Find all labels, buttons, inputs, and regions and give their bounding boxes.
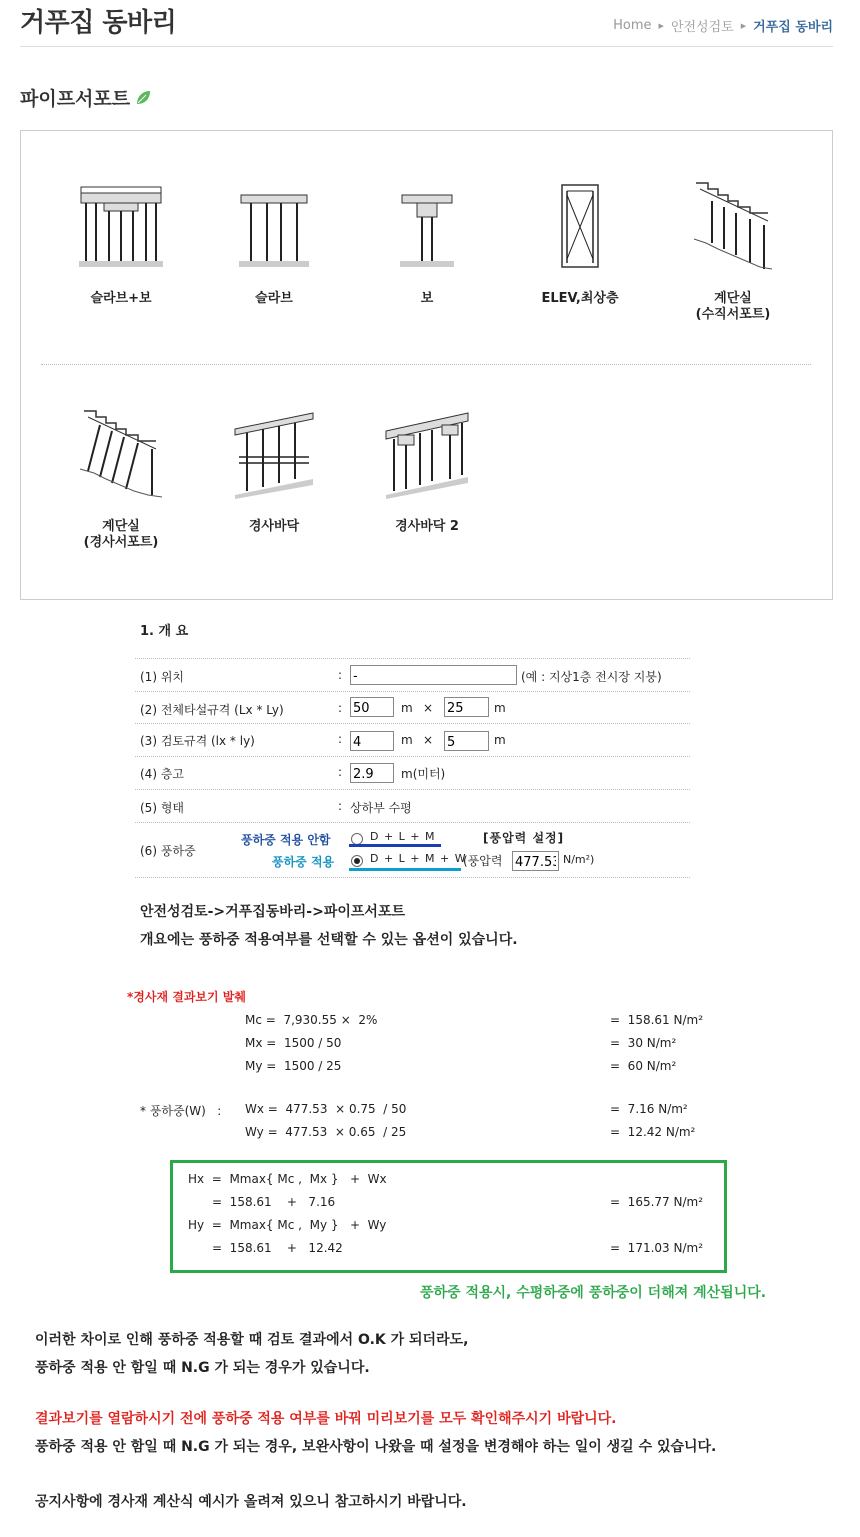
paragraph-1: [35, 1326, 468, 1382]
panel-divider: [41, 364, 811, 365]
support-type-panel: [20, 130, 833, 600]
calc-wy: Wy = 477.53 × 0.65 / 25: [245, 1125, 407, 1139]
note-line: 개요에는 풍하중 적용여부를 선택할 수 있는 옵션이 있습니다.: [140, 932, 518, 948]
row-colon: :: [338, 668, 343, 682]
section-title: [20, 84, 152, 111]
row-review-size: [135, 723, 690, 756]
formula-off: D + L + M: [370, 830, 436, 843]
formula-on: D + L + M + W: [370, 852, 467, 865]
row-label: (2) 전체타설규격 (Lx * Ly): [140, 703, 284, 717]
wind-on-radio[interactable]: [351, 855, 363, 867]
row-label: (1) 위치: [140, 670, 184, 684]
tile-elev-top-floor[interactable]: [525, 181, 635, 307]
green-note: 풍하중 적용시, 수평하중에 풍하중이 더해져 계산됩니다.: [420, 1285, 767, 1301]
tile-slab[interactable]: [219, 181, 329, 307]
overview-form: [135, 658, 690, 878]
row-colon: :: [338, 732, 343, 746]
row-location: [135, 658, 690, 691]
calc-wy-result: = 12.42 N/m²: [610, 1125, 696, 1139]
row-height: [135, 756, 690, 789]
tile-label: 슬라브+보: [90, 291, 152, 306]
page-header: [20, 0, 833, 47]
calc-mx: Mx = 1500 / 50: [245, 1036, 342, 1050]
unit-m: m: [494, 733, 506, 747]
overview-title: 1. 개 요: [140, 624, 189, 639]
row-label: (5) 형태: [140, 801, 184, 815]
paragraph-line: 이러한 차이로 인해 풍하중 적용할 때 검토 결과에서 O.K 가 되더라도,: [35, 1332, 469, 1348]
total-ly-input[interactable]: [444, 697, 489, 717]
calc-hx-values: = 158.61 + 7.16: [212, 1195, 336, 1209]
total-lx-input[interactable]: [350, 697, 394, 717]
paragraph-notice: 공지사항에 경사재 계산식 예시가 올려져 있으니 참고하시기 바랍니다.: [35, 1494, 467, 1510]
tile-label: 보: [420, 291, 434, 306]
unit-m: m: [401, 733, 413, 747]
calc-my: My = 1500 / 25: [245, 1059, 342, 1073]
unit-m: m: [494, 701, 506, 715]
location-input[interactable]: [350, 665, 517, 685]
wind-on-underline: [349, 868, 461, 871]
calc-hy: Hy = Mmax{ Mc , My } + Wy: [188, 1218, 387, 1232]
times-sign: ×: [423, 701, 434, 715]
calc-hx-result: = 165.77 N/m²: [610, 1195, 704, 1209]
row-total-size: [135, 691, 690, 723]
breadcrumb-current: 거푸집 동바리: [753, 20, 833, 35]
breadcrumb-separator-icon: ▶: [658, 21, 664, 30]
elev-top-floor-icon: [535, 181, 625, 271]
row-shape: [135, 789, 690, 822]
height-unit: m(미터): [401, 767, 446, 781]
height-input[interactable]: [350, 763, 394, 783]
tile-label: ELEV,최상층: [541, 291, 619, 306]
beam-icon: [382, 181, 472, 271]
excerpt-label: *경사재 결과보기 발췌: [127, 990, 246, 1004]
row-colon: :: [338, 765, 343, 779]
stair-vertical-icon: [688, 181, 778, 271]
times-sign: ×: [423, 733, 434, 747]
paragraph-line: 풍하중 적용 안 함일 때 N.G 가 되는 경우가 있습니다.: [35, 1360, 370, 1376]
navigation-note: [140, 898, 518, 954]
breadcrumb-safety-review[interactable]: 안전성검토: [670, 20, 734, 35]
tile-beam[interactable]: [372, 181, 482, 307]
calc-mc-result: = 158.61 N/m²: [610, 1013, 704, 1027]
calc-hx: Hx = Mmax{ Mc , Mx } + Wx: [188, 1172, 387, 1186]
wind-off-underline: [349, 844, 441, 847]
pressure-label: (풍압력: [463, 854, 503, 868]
calc-mc: Mc = 7,930.55 × 2%: [245, 1013, 378, 1027]
review-ly-input[interactable]: [444, 731, 489, 751]
location-hint: (예 : 지상1층 전시장 지붕): [521, 670, 662, 684]
stair-inclined-icon: [76, 409, 166, 499]
wind-on-label[interactable]: 풍하중 적용: [272, 855, 335, 869]
pressure-input[interactable]: [512, 851, 559, 871]
calc-wind-label: * 풍하중(W) :: [140, 1104, 222, 1118]
calc-hy-values: = 158.61 + 12.42: [212, 1241, 343, 1255]
row-label: (3) 검토규격 (lx * ly): [140, 734, 255, 748]
wind-off-label[interactable]: 풍하중 적용 안함: [241, 833, 331, 847]
sloped-floor-icon: [229, 409, 319, 499]
tile-label: 계단실 (경사서포트): [83, 519, 159, 550]
shape-value: 상하부 수평: [350, 801, 412, 815]
row-colon: :: [338, 701, 343, 715]
note-line: 안전성검토->거푸집동바리->파이프서포트: [140, 904, 405, 920]
review-lx-input[interactable]: [350, 731, 394, 751]
row-wind: [135, 822, 690, 878]
breadcrumb-separator-icon: ▶: [740, 21, 747, 30]
calc-mx-result: = 30 N/m²: [610, 1036, 677, 1050]
tile-sloped-floor-2[interactable]: [372, 409, 482, 535]
pressure-unit: N/m²): [563, 853, 595, 866]
tile-label: 계단실 (수직서포트): [695, 291, 771, 322]
tile-stair-inclined[interactable]: [66, 409, 176, 551]
tile-sloped-floor[interactable]: [219, 409, 329, 535]
row-label: (4) 층고: [140, 767, 184, 781]
tile-label: 경사바닥: [248, 519, 300, 534]
leaf-icon: [134, 89, 152, 107]
row-colon: :: [338, 799, 343, 813]
slab-beam-icon: [76, 181, 166, 271]
row-label: (6) 풍하중: [140, 844, 196, 858]
tile-label: 슬라브: [255, 291, 293, 306]
calc-wx-result: = 7.16 N/m²: [610, 1102, 688, 1116]
page-title: 거푸집 동바리: [20, 8, 177, 38]
calc-hy-result: = 171.03 N/m²: [610, 1241, 704, 1255]
calc-my-result: = 60 N/m²: [610, 1059, 677, 1073]
breadcrumb-home[interactable]: Home: [613, 18, 652, 33]
paragraph-3: 풍하중 적용 안 함일 때 N.G 가 되는 경우, 보완사항이 나왔을 때 설정을 변경해야 하는 일이 생길 수 있습니다.: [35, 1439, 717, 1455]
wind-setting-link[interactable]: [풍압력 설정]: [483, 831, 565, 845]
paragraph-warning: 결과보기를 열람하시기 전에 풍하중 적용 여부를 바꿔 미리보기를 모두 확인해주시기 바랍니다.: [35, 1411, 617, 1427]
sloped-floor-2-icon: [382, 409, 472, 499]
calc-wx: Wx = 477.53 × 0.75 / 50: [245, 1102, 407, 1116]
section-title-text: 파이프서포트: [20, 88, 131, 110]
unit-m: m: [401, 701, 413, 715]
slab-icon: [229, 181, 319, 271]
tile-label: 경사바닥 2: [395, 519, 459, 534]
tile-stair-vertical[interactable]: [678, 181, 788, 323]
tile-slab-beam[interactable]: [66, 181, 176, 307]
breadcrumb: [613, 16, 833, 35]
